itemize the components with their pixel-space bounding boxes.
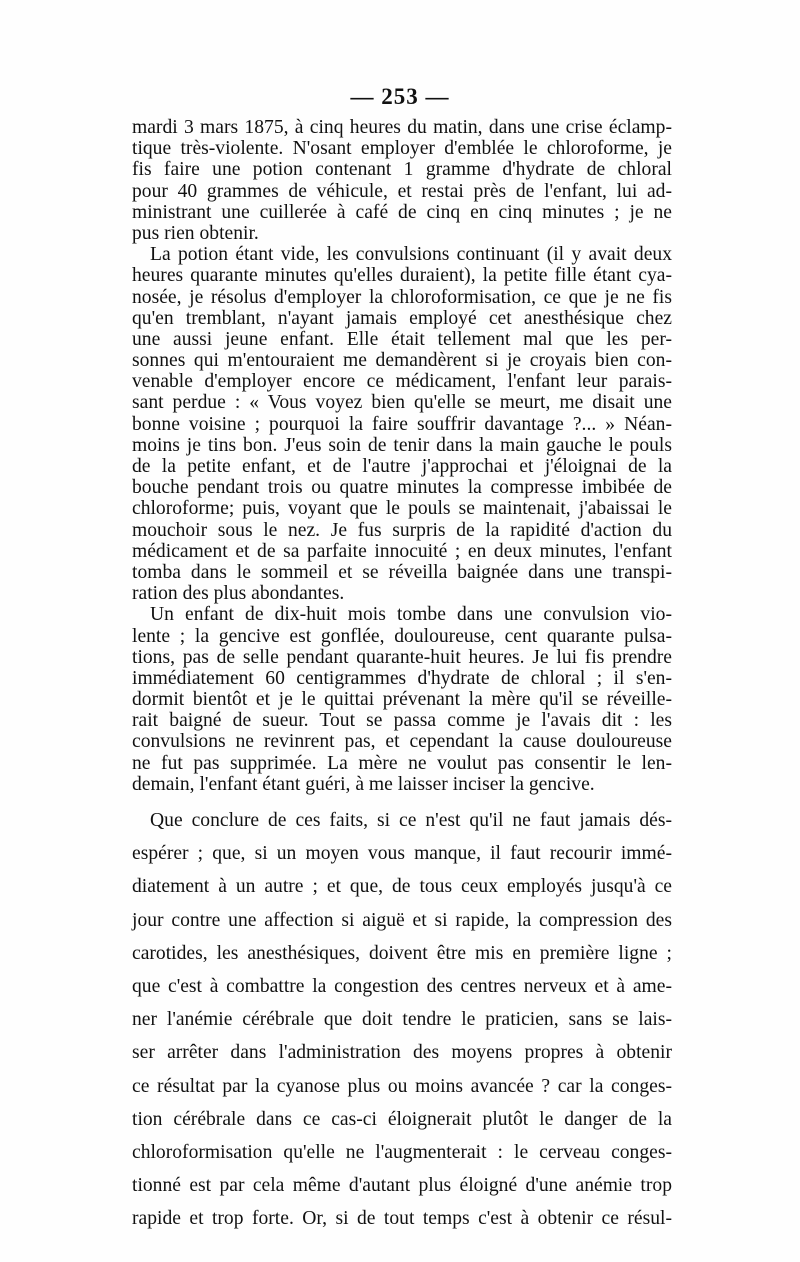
text-line: ration des plus abondantes. bbox=[132, 583, 345, 605]
text-line: convulsions ne revinrent pas, et cependant la cause douloureuse bbox=[132, 731, 672, 753]
text-line: que c'est à combattre la congestion des centres nerveux et à ame- bbox=[132, 975, 672, 997]
text-line: bonne voisine ; pourquoi la faire souffrir davantage ?... » Néan- bbox=[132, 413, 672, 435]
text-line: pus rien obtenir. bbox=[132, 222, 259, 244]
text-line: tique très-violente. N'osant employer d'emblée le chloroforme, je bbox=[132, 138, 672, 160]
text-line: mardi 3 mars 1875, à cinq heures du matin, dans une crise éclamp- bbox=[132, 117, 672, 138]
text-line: tionné est par cela même d'autant plus éloigné d'une anémie trop bbox=[132, 1175, 672, 1197]
text-line: sonnes qui m'entouraient me demandèrent si je croyais bien con- bbox=[132, 350, 672, 372]
paragraph-2 bbox=[132, 244, 672, 604]
text-line: espérer ; que, si un moyen vous manque, il faut recourir immé- bbox=[132, 843, 672, 865]
text-line: mouchoir sous le nez. Je fus surpris de la rapidité d'action du bbox=[132, 519, 672, 541]
text-line: médicament et de sa parfaite innocuité ; en deux minutes, l'enfant bbox=[132, 540, 672, 562]
text-line: ser arrêter dans l'administration des moyens propres à obtenir bbox=[132, 1042, 672, 1064]
text-line: fis faire une potion contenant 1 gramme d'hydrate de chloral bbox=[132, 159, 672, 181]
text-line: tions, pas de selle pendant quarante-huit heures. Je lui fis prendre bbox=[132, 646, 672, 668]
text-line: lente ; la gencive est gonflée, douloureuse, cent quarante pulsa- bbox=[132, 625, 672, 647]
text-line: nosée, je résolus d'employer la chloroformisation, ce que je ne fis bbox=[132, 286, 672, 308]
text-line: moins je tins bon. J'eus soin de tenir dans la main gauche le pouls bbox=[132, 434, 672, 456]
upper-text-block bbox=[132, 117, 672, 795]
text-line: de la petite enfant, et de l'autre j'approchai et j'éloignai de la bbox=[132, 456, 672, 477]
text-line: venable d'employer encore ce médicament, l'enfant leur parais- bbox=[132, 371, 672, 393]
text-line: jour contre une affection si aiguë et si rapide, la compression des bbox=[132, 909, 672, 931]
text-line: rait baigné de sueur. Tout se passa comme je l'avais dit : les bbox=[132, 710, 672, 732]
text-line: demain, l'enfant étant guéri, à me laisser inciser la gencive. bbox=[132, 773, 595, 795]
text-line: diatement à un autre ; et que, de tous ceux employés jusqu'à ce bbox=[132, 876, 672, 898]
text-line: tomba dans le sommeil et se réveilla baignée dans une transpi- bbox=[132, 561, 672, 583]
page-number: — 253 — bbox=[350, 84, 450, 109]
text-line: qu'en tremblant, n'ayant jamais employé cet anesthésique chez bbox=[132, 307, 672, 329]
text-line: carotides, les anesthésiques, doivent être mis en première ligne ; bbox=[132, 942, 672, 964]
text-line: ne fut pas supprimée. La mère ne voulut pas consentir le len- bbox=[132, 752, 672, 774]
text-line: dormit bientôt et je le quittai prévenant la mère qu'il se réveille- bbox=[132, 689, 672, 711]
text-line: une aussi jeune enfant. Elle était tellement mal que les per- bbox=[132, 328, 672, 350]
text-line: pour 40 grammes de véhicule, et restai près de l'enfant, lui ad- bbox=[132, 180, 672, 202]
text-line: Que conclure de ces faits, si ce n'est qu'il ne faut jamais dés- bbox=[150, 810, 672, 831]
text-line: tion cérébrale dans ce cas-ci éloignerait plutôt le danger de la bbox=[132, 1108, 672, 1130]
paragraph-4 bbox=[132, 804, 672, 1235]
text-line: bouche pendant trois ou quatre minutes la compresse imbibée de bbox=[132, 477, 672, 499]
text-line: La potion étant vide, les convulsions continuant (il y avait deux bbox=[150, 244, 672, 266]
text-line: sant perdue : « Vous voyez bien qu'elle se meurt, me disait une bbox=[132, 392, 672, 414]
text-line: ner l'anémie cérébrale que doit tendre le praticien, sans se lais- bbox=[132, 1009, 672, 1031]
text-line: chloroforme; puis, voyant que le pouls se maintenait, j'abaissai le bbox=[132, 498, 672, 520]
text-line: heures quarante minutes qu'elles duraient), la petite fille étant cya- bbox=[132, 265, 672, 287]
text-line: ce résultat par la cyanose plus ou moins avancée ? car la conges- bbox=[132, 1075, 672, 1097]
lower-text-block bbox=[132, 804, 672, 1235]
paragraph-3 bbox=[132, 604, 672, 795]
paragraph-1 bbox=[132, 117, 672, 244]
text-line: Un enfant de dix-huit mois tombe dans une convulsion vio- bbox=[150, 604, 672, 626]
text-line: rapide et trop forte. Or, si de tout temps c'est à obtenir ce résul- bbox=[132, 1208, 672, 1230]
text-line: chloroformisation qu'elle ne l'augmenterait : le cerveau conges- bbox=[132, 1141, 672, 1163]
text-line: immédiatement 60 centigrammes d'hydrate de chloral ; il s'en- bbox=[132, 667, 672, 689]
text-line: ministrant une cuillerée à café de cinq en cinq minutes ; je ne bbox=[132, 201, 672, 223]
